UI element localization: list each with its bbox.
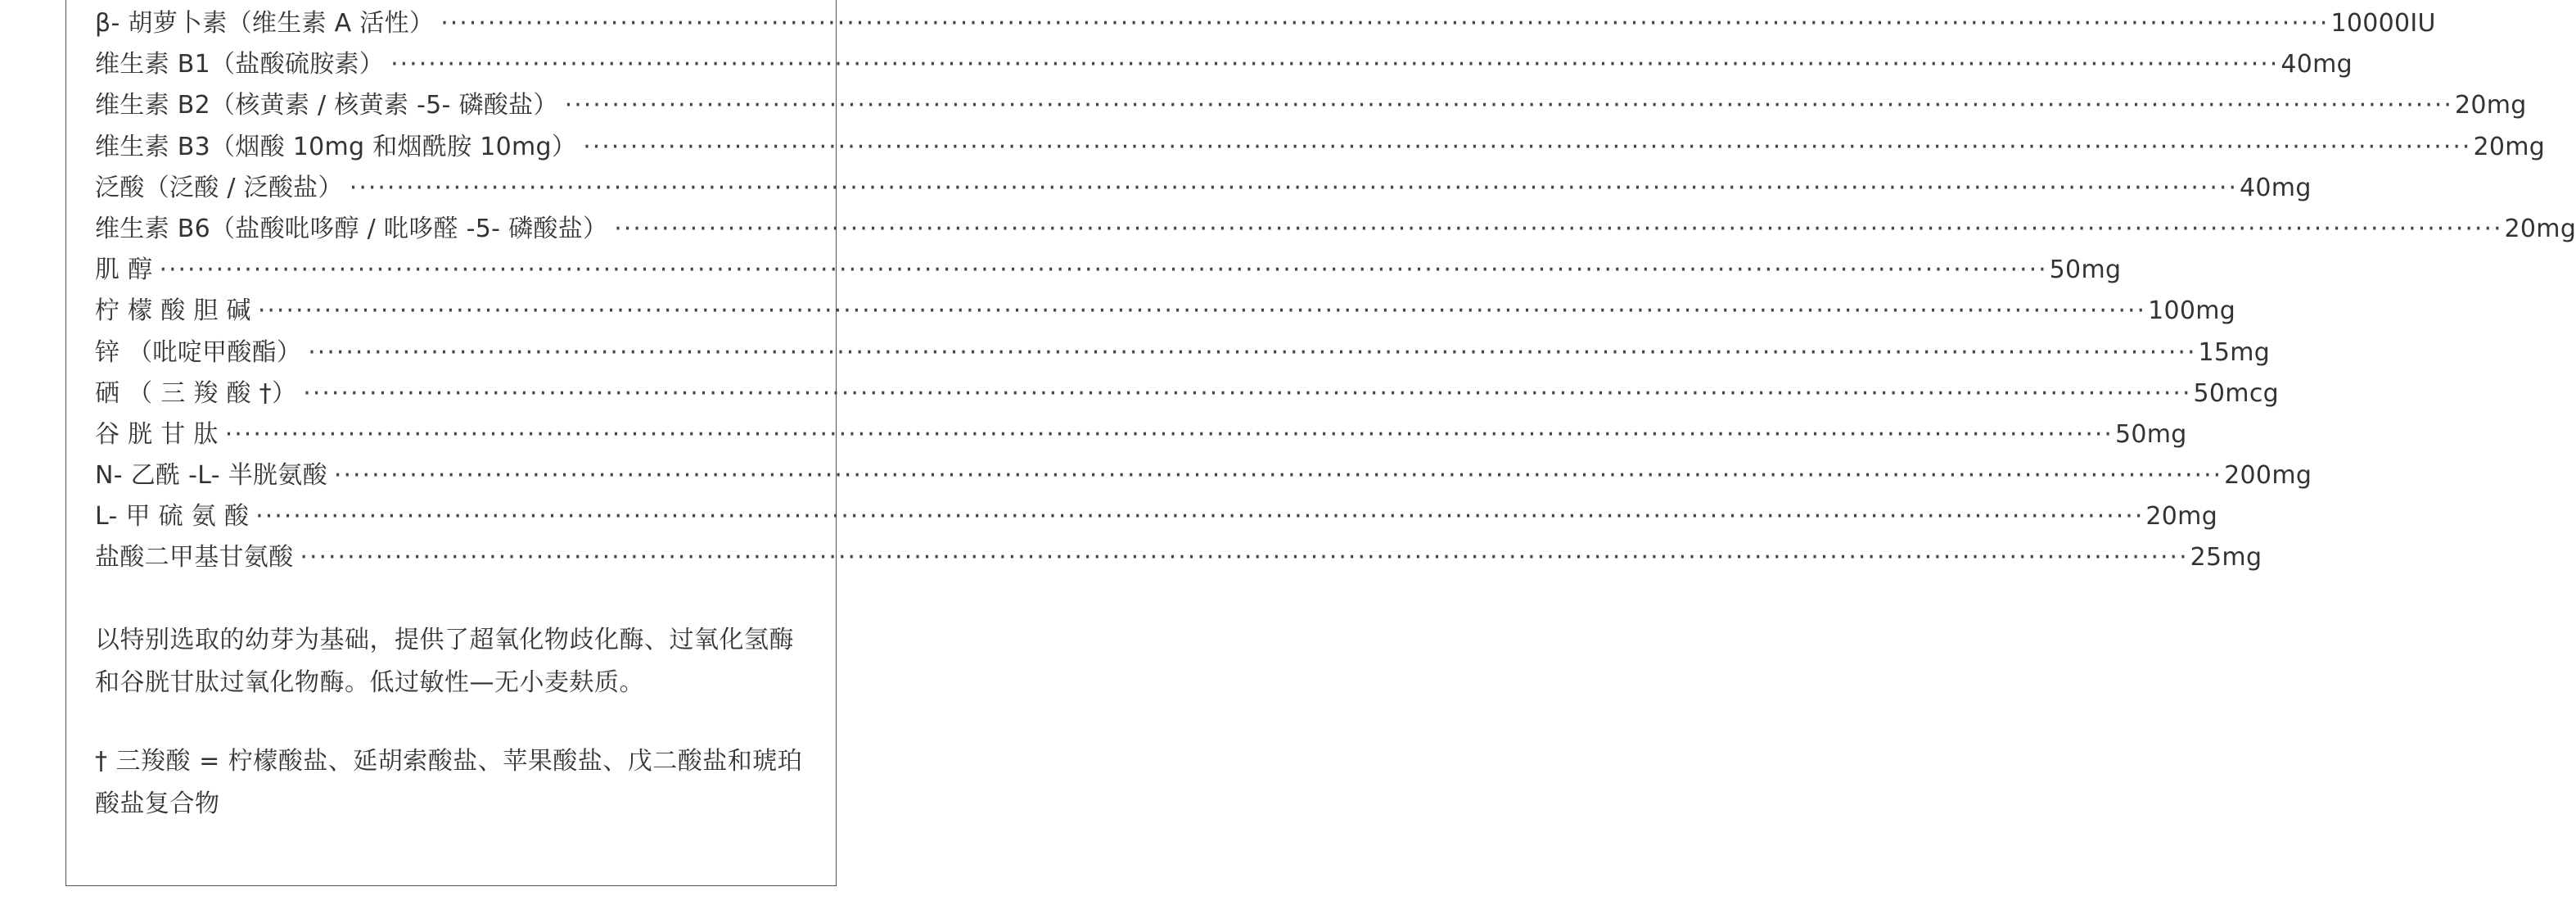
ingredient-name: 锌 （吡啶甲酸酯）: [95, 337, 302, 367]
ingredient-name: β- 胡萝卜素（维生素 A 活性）: [95, 9, 435, 38]
dot-leader: ········································································································································································································: [564, 91, 2453, 120]
dot-leader: ········································································································································································································: [390, 50, 2280, 79]
ingredient-amount: 25mg: [2190, 543, 2262, 572]
ingredient-name: 肌 醇: [95, 256, 153, 285]
ingredient-row: [95, 250, 2122, 291]
ingredient-name: 柠 檬 酸 胆 碱: [95, 296, 251, 326]
ingredient-name: 谷 胱 甘 肽: [95, 419, 219, 449]
dot-leader: ········································································································································································································: [300, 543, 2189, 572]
dot-leader: ········································································································································································································: [308, 337, 2197, 367]
ingredient-name: L- 甲 硫 氨 酸: [95, 502, 250, 532]
ingredient-amount: 20mg: [2504, 214, 2576, 243]
ingredient-name: 维生素 B1（盐酸硫胺素）: [95, 50, 385, 79]
ingredient-row: [95, 85, 2527, 126]
ingredient-list: [95, 3, 2576, 579]
ingredient-amount: 50mg: [2049, 256, 2122, 285]
ingredient-name: 盐酸二甲基甘氨酸: [95, 543, 294, 572]
ingredient-amount: 20mg: [2145, 502, 2218, 532]
dot-leader: ········································································································································································································: [257, 296, 2147, 326]
ingredient-amount: 15mg: [2198, 337, 2271, 367]
ingredient-amount: 20mg: [2454, 91, 2527, 120]
ingredient-amount: 40mg: [2281, 50, 2353, 79]
ingredient-row: [95, 44, 2353, 85]
ingredient-row: [95, 127, 2546, 168]
ingredient-row: [95, 168, 2312, 209]
ingredient-name: 维生素 B6（盐酸吡哆醇 / 吡哆醛 -5- 磷酸盐）: [95, 214, 608, 243]
ingredient-name: 维生素 B3（烟酸 10mg 和烟酰胺 10mg）: [95, 132, 577, 161]
dot-leader: ········································································································································································································: [333, 461, 2223, 491]
ingredient-row: [95, 537, 2262, 578]
ingredient-amount: 10000IU: [2330, 9, 2436, 38]
description-paragraph: 以特别选取的幼芽为基础，提供了超氧化物歧化酶、过氧化氢酶和谷胱甘肽过氧化物酶。低过敏性—无小麦麸质。: [95, 626, 794, 697]
ingredient-row: [95, 3, 2436, 44]
ingredient-amount: 100mg: [2148, 296, 2236, 326]
dot-leader: ········································································································································································································: [583, 132, 2472, 161]
ingredient-row: [95, 414, 2187, 455]
ingredient-row: [95, 496, 2218, 537]
footnote-paragraph: † 三羧酸 = 柠檬酸盐、延胡索酸盐、苹果酸盐、戊二酸盐和琥珀酸盐复合物: [95, 747, 803, 818]
ingredient-name: 硒 （ 三 羧 酸 †）: [95, 378, 297, 408]
ingredient-row: [95, 291, 2236, 332]
ingredient-name: 泛酸（泛酸 / 泛酸盐）: [95, 173, 343, 202]
dot-leader: ········································································································································································································: [614, 214, 2503, 243]
dot-leader: ········································································································································································································: [224, 419, 2114, 449]
ingredient-amount: 40mg: [2240, 173, 2312, 202]
dot-leader: ········································································································································································································: [255, 502, 2145, 532]
dot-leader: ········································································································································································································: [349, 173, 2239, 202]
ingredient-amount: 50mg: [2114, 419, 2187, 449]
ingredient-amount: 20mg: [2473, 132, 2546, 161]
ingredient-name: N- 乙酰 -L- 半胱氨酸: [95, 461, 327, 491]
ingredient-row: [95, 333, 2271, 373]
ingredient-name: 维生素 B2（核黄素 / 核黄素 -5- 磷酸盐）: [95, 91, 558, 120]
dot-leader: ········································································································································································································: [159, 256, 2048, 285]
ingredient-amount: 200mg: [2224, 461, 2312, 491]
dot-leader: ········································································································································································································: [440, 9, 2330, 38]
dot-leader: ········································································································································································································: [303, 378, 2192, 408]
ingredient-row: [95, 209, 2576, 250]
ingredient-row: [95, 455, 2312, 496]
ingredient-amount: 50mcg: [2193, 378, 2279, 408]
ingredient-row: [95, 373, 2279, 414]
